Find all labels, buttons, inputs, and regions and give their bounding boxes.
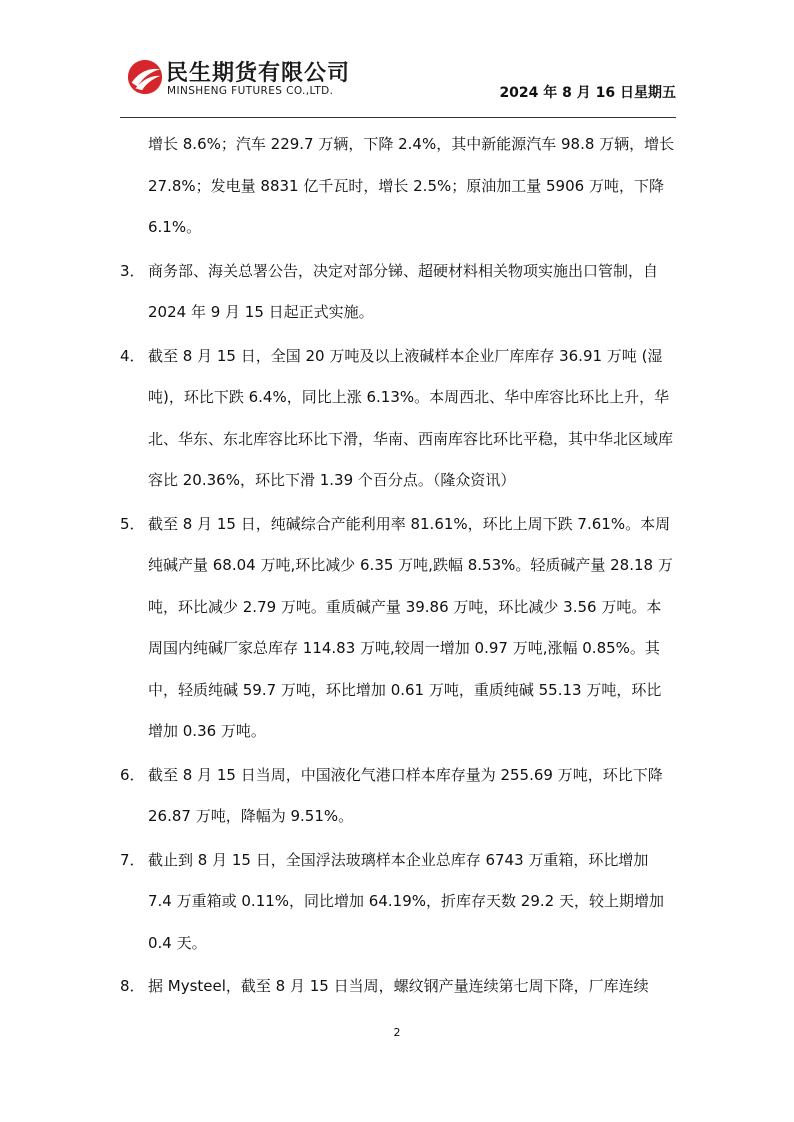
item-number: 5． [120, 514, 145, 533]
item-text: 截至 8 月 15 日，全国 20 万吨及以上液碱样本企业厂库库存 36.91 万吨 (湿吨)，环比下跌 6.4%，同比上涨 6.13%。本周西北、华中库容比环比上升，华北、华东、东北库容比环比下滑，华南、西南库容比环比平稳，其中华北区域库容比 20.36%，环比下滑 1.39 个百分点。（隆众资讯） [148, 346, 674, 489]
item-text: 商务部、海关总署公告，决定对部分锑、超硬材料相关物项实施出口管制，自 2024 年 9 月 15 日起正式实施。 [148, 261, 659, 321]
list-item [120, 755, 676, 838]
item-number: 8． [120, 977, 145, 995]
company-name-cn: 民生期货有限公司 [166, 61, 351, 86]
item-text: 截止到 8 月 15 日，全国浮法玻璃样本企业总库存 6743 万重箱，环比增加 7.4 万重箱或 0.11%，同比增加 64.19%，折库存天数 29.2 天，较上期增加 0.4 天。 [148, 850, 664, 952]
document-body [120, 124, 676, 1010]
report-date: 2024 年 8 月 16 日星期五 [499, 85, 676, 101]
item-number: 6． [120, 765, 145, 784]
item-text: 据 Mysteel，截至 8 月 15 日当周，螺纹钢产量连续第七周下降，厂库连续 [148, 977, 649, 995]
list-item [120, 251, 676, 334]
header-divider [120, 117, 676, 118]
page-header [120, 52, 676, 114]
company-name-en: MINSHENG FUTURES CO.,LTD. [167, 85, 334, 97]
company-logo-icon [126, 58, 164, 96]
item-number: 7． [120, 850, 145, 869]
item-text: 截至 8 月 15 日当周，中国液化气港口样本库存量为 255.69 万吨，环比下降 26.87 万吨，降幅为 9.51%。 [148, 765, 663, 825]
list-item [120, 336, 676, 502]
item-text: 截至 8 月 15 日，纯碱综合产能利用率 81.61%，环比上周下跌 7.61%。本周纯碱产量 68.04 万吨,环比减少 6.35 万吨,跌幅 8.53%。轻质碱产量 28.18 万吨，环比减少 2.79 万吨。重质碱产量 39.86 万吨，环比减少 3.56 万吨。本周国内纯碱厂家总库存 114.83 万吨,较周一增加 0.97 万吨,涨幅 0.85%。其中，轻质纯碱 59.7 万吨，环比增加 0.61 万吨，重质纯碱 55.13 万吨，环比增加 0.36 万吨。 [148, 514, 673, 740]
item-number: 4． [120, 346, 145, 365]
continued-paragraph: 增长 8.6%；汽车 229.7 万辆，下降 2.4%，其中新能源汽车 98.8 万辆，增长 27.8%；发电量 8831 亿千瓦时，增长 2.5%；原油加工量 5906 万吨，下降 6.1%。 [148, 135, 675, 236]
page-number: 2 [393, 1026, 401, 1039]
list-item [120, 840, 676, 965]
item-number: 3． [120, 261, 145, 280]
list-item [120, 966, 676, 1008]
list-item [120, 504, 676, 753]
